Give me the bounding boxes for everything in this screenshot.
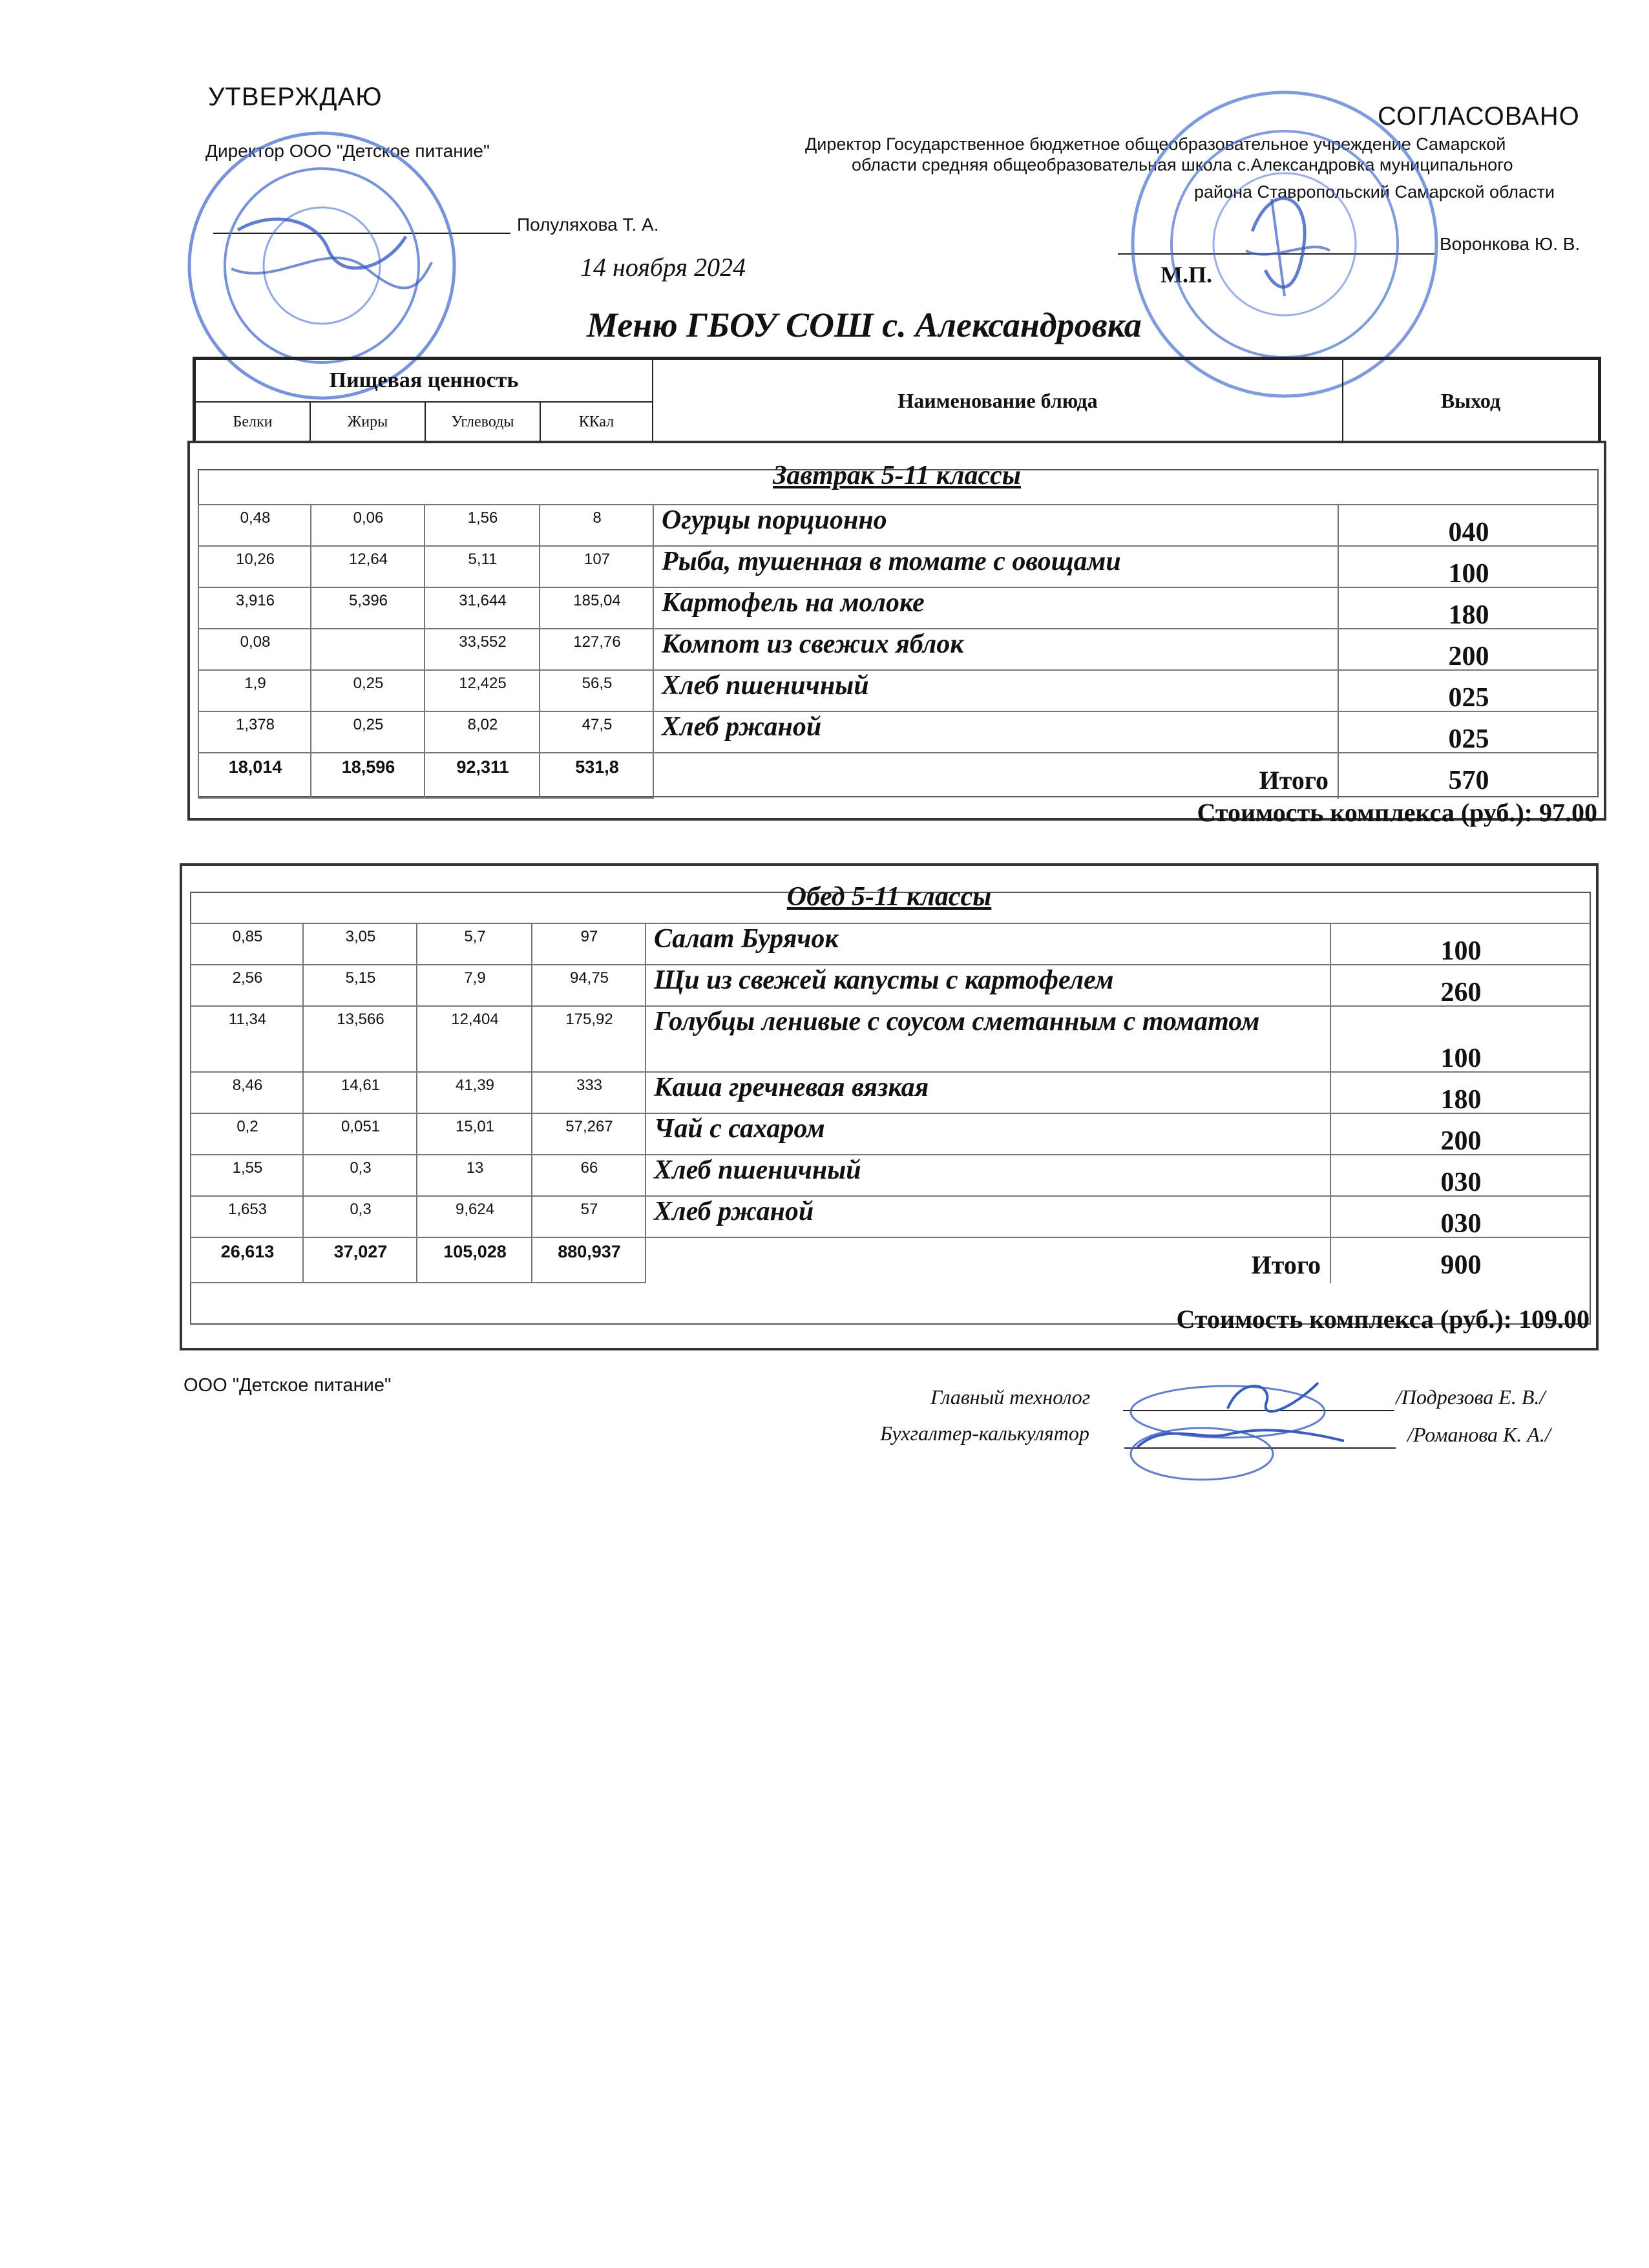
header-proteins: Белки xyxy=(194,401,311,443)
nutrition-cell: 1,653 xyxy=(190,1195,304,1237)
tech-role: Главный технолог xyxy=(930,1385,1091,1409)
dish-name: Хлеб ржаной xyxy=(653,711,1339,752)
nutrition-cell: 11,34 xyxy=(190,1005,304,1071)
nutrition-cell: 107 xyxy=(539,545,654,587)
dish-name: Рыба, тушенная в томате с овощами xyxy=(653,545,1339,587)
nutrition-cell: 0,08 xyxy=(198,628,311,669)
nutrition-cell: 10,26 xyxy=(198,545,311,587)
dish-name: Огурцы порционно xyxy=(653,504,1339,545)
total-nutrition-cell: 18,596 xyxy=(310,752,425,799)
nutrition-cell: 3,916 xyxy=(198,587,311,628)
header-fats: Жиры xyxy=(310,401,426,443)
lunch-title: Обед 5-11 классы xyxy=(786,882,992,912)
total-output: 570 xyxy=(1338,752,1599,799)
approve-role: Директор ООО "Детское питание" xyxy=(205,141,490,161)
dish-output: 040 xyxy=(1338,504,1599,545)
nutrition-cell: 0,2 xyxy=(190,1113,304,1154)
table-row xyxy=(190,628,1604,669)
nutrition-cell: 57,267 xyxy=(531,1113,646,1154)
nutrition-cell: 5,396 xyxy=(310,587,425,628)
nutrition-cell: 2,56 xyxy=(190,964,304,1005)
nutrition-cell: 13,566 xyxy=(302,1005,417,1071)
nutrition-cell: 94,75 xyxy=(531,964,646,1005)
total-output: 900 xyxy=(1330,1237,1591,1283)
table-row xyxy=(182,1071,1596,1113)
nutrition-cell: 175,92 xyxy=(531,1005,646,1071)
total-nutrition-cell: 92,311 xyxy=(424,752,540,799)
nutrition-cell: 12,404 xyxy=(416,1005,532,1071)
nutrition-cell: 47,5 xyxy=(539,711,654,752)
total-label: Итого xyxy=(645,1237,1331,1283)
nutrition-cell: 1,55 xyxy=(190,1154,304,1195)
dish-name: Салат Бурячок xyxy=(645,923,1331,964)
agree-role-line3: района Ставропольский Самарской области xyxy=(1194,182,1555,202)
header-dish: Наименование блюда xyxy=(652,359,1343,443)
breakfast-block xyxy=(187,441,1606,827)
nutrition-cell: 0,48 xyxy=(198,504,311,545)
header-nutrition: Пищевая ценность xyxy=(194,359,653,403)
nutrition-cell: 185,04 xyxy=(539,587,654,628)
footer-signatures xyxy=(1124,1357,1396,1486)
table-row xyxy=(182,1005,1596,1071)
total-nutrition-cell: 37,027 xyxy=(302,1237,417,1283)
nutrition-cell: 66 xyxy=(531,1154,646,1195)
nutrition-cell: 333 xyxy=(531,1071,646,1113)
nutrition-cell: 0,25 xyxy=(310,711,425,752)
footer-company: ООО "Детское питание" xyxy=(184,1375,392,1396)
dish-output: 030 xyxy=(1330,1195,1591,1237)
nutrition-cell: 9,624 xyxy=(416,1195,532,1237)
dish-name: Каша гречневая вязкая xyxy=(645,1071,1331,1113)
dish-output: 200 xyxy=(1330,1113,1591,1154)
table-row xyxy=(182,1154,1596,1195)
total-label: Итого xyxy=(653,752,1339,799)
approve-heading: УТВЕРЖДАЮ xyxy=(208,83,383,111)
table-row xyxy=(182,1195,1596,1237)
dish-name: Щи из свежей капусты с картофелем xyxy=(645,964,1331,1005)
nutrition-cell: 5,15 xyxy=(302,964,417,1005)
dish-output: 025 xyxy=(1338,711,1599,752)
dish-name: Хлеб ржаной xyxy=(645,1195,1331,1237)
nutrition-cell: 8 xyxy=(539,504,654,545)
menu-header xyxy=(193,357,1601,443)
table-row xyxy=(182,964,1596,1005)
agree-heading: СОГЛАСОВАНО xyxy=(1378,102,1580,131)
breakfast-cost: Стоимость комплекса (руб.): 97.00 xyxy=(1197,798,1597,827)
total-nutrition-cell: 531,8 xyxy=(539,752,654,799)
nutrition-cell: 14,61 xyxy=(302,1071,417,1113)
table-row xyxy=(190,587,1604,628)
dish-output: 180 xyxy=(1330,1071,1591,1113)
nutrition-cell: 8,02 xyxy=(424,711,540,752)
nutrition-cell: 3,05 xyxy=(302,923,417,964)
agree-mp: М.П. xyxy=(1161,262,1212,288)
dish-name: Компот из свежих яблок xyxy=(653,628,1339,669)
nutrition-cell: 13 xyxy=(416,1154,532,1195)
dish-name: Хлеб пшеничный xyxy=(645,1154,1331,1195)
total-row xyxy=(182,1237,1596,1283)
dish-name: Голубцы ленивые с соусом сметанным с томатом xyxy=(645,1005,1331,1071)
nutrition-cell: 5,7 xyxy=(416,923,532,964)
nutrition-cell: 7,9 xyxy=(416,964,532,1005)
nutrition-cell: 0,3 xyxy=(302,1195,417,1237)
nutrition-cell: 57 xyxy=(531,1195,646,1237)
nutrition-cell: 0,051 xyxy=(302,1113,417,1154)
dish-output: 180 xyxy=(1338,587,1599,628)
nutrition-cell: 97 xyxy=(531,923,646,964)
header-kcal: ККал xyxy=(540,401,653,443)
lunch-cost: Стоимость комплекса (руб.): 109.00 xyxy=(1176,1305,1590,1334)
nutrition-cell: 41,39 xyxy=(416,1071,532,1113)
dish-output: 100 xyxy=(1330,1005,1591,1071)
lunch-block xyxy=(180,863,1599,1350)
dish-output: 025 xyxy=(1338,669,1599,711)
nutrition-cell: 0,85 xyxy=(190,923,304,964)
nutrition-cell: 5,11 xyxy=(424,545,540,587)
agree-role-line1: Директор Государственное бюджетное общеобразовательное учреждение Самарской xyxy=(805,134,1506,154)
nutrition-cell: 12,64 xyxy=(310,545,425,587)
table-row xyxy=(190,504,1604,545)
page-title: Меню ГБОУ СОШ с. Александровка xyxy=(587,306,1142,344)
table-row xyxy=(190,545,1604,587)
total-nutrition-cell: 18,014 xyxy=(198,752,311,799)
dish-name: Картофель на молоке xyxy=(653,587,1339,628)
nutrition-cell: 56,5 xyxy=(539,669,654,711)
table-row xyxy=(182,923,1596,964)
dish-output: 030 xyxy=(1330,1154,1591,1195)
nutrition-cell: 127,76 xyxy=(539,628,654,669)
total-nutrition-cell: 880,937 xyxy=(531,1237,646,1283)
agree-name: Воронкова Ю. В. xyxy=(1440,234,1581,254)
dish-output: 100 xyxy=(1338,545,1599,587)
breakfast-title: Завтрак 5-11 классы xyxy=(773,461,1021,490)
nutrition-cell: 0,3 xyxy=(302,1154,417,1195)
nutrition-cell: 33,552 xyxy=(424,628,540,669)
approve-date: 14 ноября 2024 xyxy=(580,253,746,282)
total-nutrition-cell: 105,028 xyxy=(416,1237,532,1283)
acc-role: Бухгалтер-калькулятор xyxy=(880,1422,1089,1445)
table-row xyxy=(190,669,1604,711)
total-nutrition-cell: 26,613 xyxy=(190,1237,304,1283)
nutrition-cell: 1,378 xyxy=(198,711,311,752)
dish-output: 100 xyxy=(1330,923,1591,964)
header-output: Выход xyxy=(1342,359,1599,443)
tech-name: /Подрезова Е. В./ xyxy=(1396,1385,1546,1409)
table-row xyxy=(182,1113,1596,1154)
nutrition-cell: 0,25 xyxy=(310,669,425,711)
dish-output: 260 xyxy=(1330,964,1591,1005)
total-row xyxy=(190,752,1604,799)
acc-name: /Романова К. А./ xyxy=(1407,1423,1551,1446)
nutrition-cell: 15,01 xyxy=(416,1113,532,1154)
nutrition-cell: 1,56 xyxy=(424,504,540,545)
nutrition-cell: 31,644 xyxy=(424,587,540,628)
approve-name: Полуляхова Т. А. xyxy=(517,215,659,235)
nutrition-cell: 1,9 xyxy=(198,669,311,711)
nutrition-cell xyxy=(310,628,425,669)
agree-role-line2: области средняя общеобразовательная школа с.Александровка муниципального xyxy=(852,155,1513,174)
table-row xyxy=(190,711,1604,752)
dish-name: Хлеб пшеничный xyxy=(653,669,1339,711)
header-carbs: Углеводы xyxy=(425,401,541,443)
nutrition-cell: 0,06 xyxy=(310,504,425,545)
nutrition-cell: 12,425 xyxy=(424,669,540,711)
nutrition-cell: 8,46 xyxy=(190,1071,304,1113)
dish-output: 200 xyxy=(1338,628,1599,669)
dish-name: Чай с сахаром xyxy=(645,1113,1331,1154)
